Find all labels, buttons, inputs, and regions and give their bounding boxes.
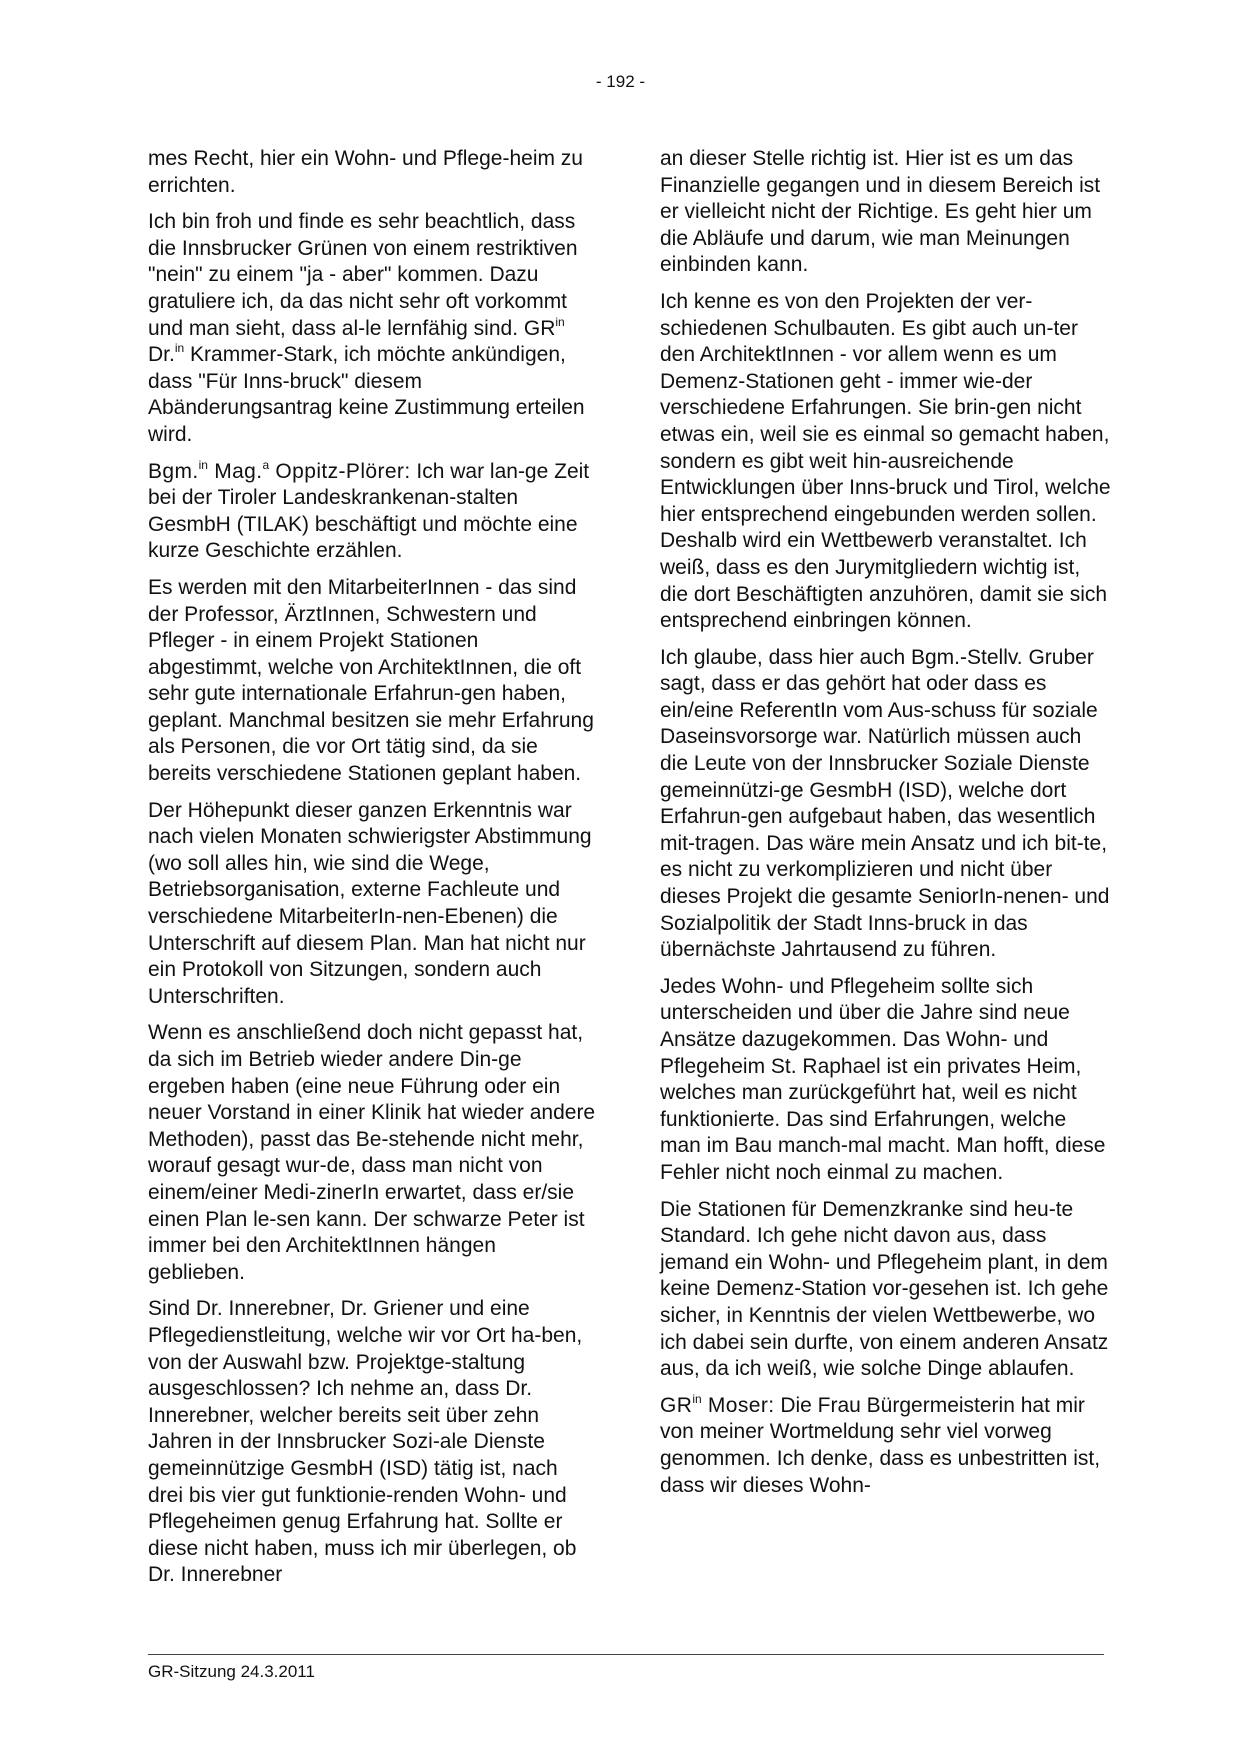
- paragraph-text: Die Frau Bürgermeisterin hat mir von meiner Wortmeldung sehr viel vorweg genommen. Ich denke, dass es unbestritten ist, dass wir dieses Wohn-: [660, 1393, 1101, 1497]
- right-column: [660, 146, 1112, 1509]
- paragraph: Ich kenne es von den Projekten der ver-schiedenen Schulbauten. Es gibt auch un-ter den ArchitektInnen - vor allem wenn es um Demenz-Stationen geht - immer wie-der verschiedene Erfahrungen. Sie brin-gen nicht etwas ein, weil sie es einmal so gemacht haben, sondern es gibt weit hin-ausreichende Entwicklungen über Inns-bruck und Tirol, welche hier entsprechend eingebunden werden sollen. Deshalb wird ein Wettbewerb veranstaltet. Ich weiß, dass es den Jurymitgliedern wichtig ist, die dort Beschäftigten anzuhören, damit sie sich entsprechend einbringen können.: [660, 289, 1111, 633]
- speaker-name: Moser:: [701, 1393, 775, 1417]
- speaker-title: GR: [660, 1393, 693, 1417]
- speaker-title: Mag.: [207, 459, 263, 483]
- paragraph: Wenn es anschließend doch nicht gepasst hat, da sich im Betrieb wieder andere Din-ge ergeben haben (eine neue Führung oder ein neuer Vorstand in einer Klinik hat wieder andere Methoden), passt das Be-stehende nicht mehr, worauf gesagt wur-de, dass man nicht von einem/einer Medi-zinerIn erwartet, dass er/sie einen Plan le-sen kann. Der schwarze Peter ist immer bei den ArchitektInnen hängen geblieben.: [148, 1021, 596, 1284]
- paragraph: Der Höhepunkt dieser ganzen Erkenntnis war nach vielen Monaten schwierigster Abstimmung (wo soll alles hin, wie sind die Wege, Betriebsorganisation, externe Fachleute und verschiedene MitarbeiterIn-nen-Ebenen) die Unterschrift auf diesem Plan. Man hat nicht nur ein Protokoll von Sitzungen, sondern auch Unterschriften.: [148, 798, 592, 1008]
- page-number: - 192 -: [595, 72, 646, 91]
- speaker-paragraph: [660, 1393, 1112, 1499]
- paragraph: [148, 209, 598, 448]
- superscript: in: [198, 457, 208, 472]
- paragraph: Die Stationen für Demenzkranke sind heu-te Standard. Ich gehe nicht davon aus, dass jemand ein Wohn- und Pflegeheim plant, in dem keine Demenz-Station vor-gesehen ist. Ich gehe sicher, in Kenntnis der vielen Wettbewerbe, wo ich dabei sein durfte, von einem anderen Ansatz aus, da ich weiß, wie solche Dinge ablaufen.: [660, 1197, 1109, 1381]
- footer-text: GR-Sitzung 24.3.2011: [148, 1662, 315, 1681]
- paragraph-text: Ich war lan-ge Zeit bei der Tiroler Landeskrankenan-stalten GesmbH (TILAK) beschäftigt und möchte eine kurze Geschichte erzählen.: [148, 459, 590, 563]
- speaker-title: Bgm.: [148, 459, 199, 483]
- paragraph: an dieser Stelle richtig ist. Hier ist es um das Finanzielle gegangen und in diesem Bereich ist er vielleicht nicht der Richtige. Es geht hier um die Abläufe und darum, wie man Meinungen einbinden kann.: [660, 147, 1101, 277]
- footer-divider: [148, 1654, 1104, 1655]
- superscript: in: [692, 1391, 702, 1406]
- left-column: [148, 146, 598, 1599]
- speaker-paragraph: [148, 459, 598, 565]
- superscript: a: [262, 457, 270, 472]
- paragraph: mes Recht, hier ein Wohn- und Pflege-heim zu errichten.: [148, 147, 583, 197]
- paragraph-text: Krammer-Stark, ich möchte ankündigen, dass "Für Inns-bruck" diesem Abänderungsantrag keine Zustimmung erteilen wird.: [148, 343, 585, 446]
- paragraph: Jedes Wohn- und Pflegeheim sollte sich unterscheiden und über die Jahre sind neue Ansätze dazugekommen. Das Wohn- und Pflegeheim St. Raphael ist ein privates Heim, welches man zurückgeführt hat, weil es nicht funktionierte. Das sind Erfahrungen, welche man im Bau manch-mal macht. Man hofft, diese Fehler nicht noch einmal zu machen.: [660, 974, 1106, 1184]
- superscript: in: [555, 314, 565, 329]
- paragraph-text: Ich bin froh und finde es sehr beachtlich, dass die Innsbrucker Grünen von einem restriktiven "nein" zu einem "ja - aber" kommen. Dazu gratuliere ich, da das nicht sehr oft vorkommt und man sieht, dass al-le lernfähig sind. GR: [148, 210, 578, 340]
- paragraph: Es werden mit den MitarbeiterInnen - das sind der Professor, ÄrztInnen, Schwestern und Pfleger - in einem Projekt Stationen abgestimmt, welche von ArchitektInnen, die oft sehr gute internationale Erfahrun-gen haben, geplant. Manchmal besitzen sie mehr Erfahrung als Personen, die vor Ort tätig sind, da sie bereits verschiedene Stationen geplant haben.: [148, 575, 594, 786]
- paragraph: Sind Dr. Innerebner, Dr. Griener und eine Pflegedienstleitung, welche wir vor Ort ha-ben, von der Auswahl bzw. Projektge-staltung ausgeschlossen? Ich nehme an, dass Dr. Innerebner, welcher bereits seit über zehn Jahren in der Innsbrucker Sozi-ale Dienste gemeinnützige GesmbH (ISD) tätig ist, nach drei bis vier gut funktionie-renden Wohn- und Pflegeheimen genug Erfahrung hat. Sollte er diese nicht haben, muss ich mir überlegen, ob Dr. Innerebner: [148, 1297, 583, 1587]
- speaker-name: Oppitz-Plörer:: [269, 459, 411, 483]
- title-dr: Dr.: [148, 343, 175, 367]
- superscript: in: [174, 341, 185, 356]
- paragraph: Ich glaube, dass hier auch Bgm.-Stellv. Gruber sagt, dass er das gehört hat oder dass es ein/eine ReferentIn vom Aus-schuss für soziale Daseinsvorsorge war. Natürlich müssen auch die Leute von der Innsbrucker Soziale Dienste gemeinnützi-ge GesmbH (ISD), welche dort Erfahrun-gen aufgebaut haben, das wesentlich mit-tragen. Das wäre mein Ansatz und ich bit-te, es nicht zu verkomplizieren und nicht über dieses Projekt die gesamte SeniorIn-nenen- und Sozialpolitik der Stadt Inns-bruck in das übernächste Jahrtausend zu führen.: [660, 645, 1110, 962]
